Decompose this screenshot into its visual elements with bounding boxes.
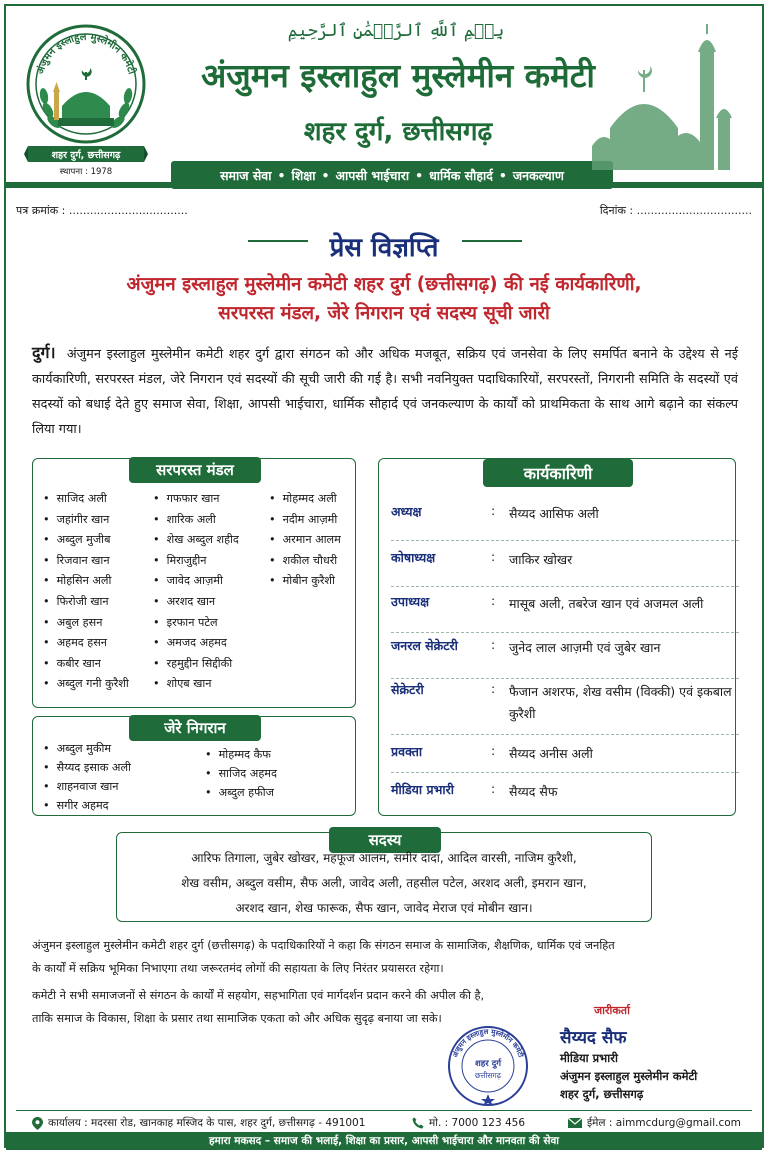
paragraph-line: ताकि समाज के विकास, शिक्षा के प्रसार तथा सामाजिक एकता को और अधिक सुदृढ़ बनाया जा सके। — [32, 1012, 442, 1025]
footer-address — [32, 1116, 365, 1130]
members-line: शेख वसीम, अब्दुल वसीम, सैफ अली, जावेद अली, तहसील पटेल, अरशद अली, इमरान खान, — [181, 876, 587, 890]
list-item: • मोहम्मद कैफ — [205, 745, 355, 764]
list-item: • अरमान आलम — [269, 530, 355, 551]
executive-row — [391, 781, 739, 807]
email-text[interactable]: ईमेल : aimmcdurg@gmail.com — [587, 1117, 741, 1129]
supervisors-column-2 — [205, 745, 355, 802]
executive-role: अध्यक्ष — [391, 504, 422, 519]
headline — [30, 270, 738, 328]
colon: : — [491, 743, 496, 758]
patrons-column-3 — [269, 489, 355, 592]
executive-name: सैय्यद अनीस अली — [509, 746, 593, 761]
intro-text: अंजुमन इस्लाहुल मुस्लेमीन कमेटी शहर दुर्ग द्वारा संगठन को और अधिक मजबूत, सक्रिय एवं जनसेवा के लिए समर्पित बनाने के उद्देश्य से नई कार्यकारिणी, सरपरस्त मंडल, जेरे निगरान एवं सदस्यों की सूची जारी की गई है। सभी नवनियुक्त पदाधिकारियों, सरपरस्तों, निगरानी समिति के सदस्यों एवं सदस्यों को बधाई देते हुए समाज सेवा, शिक्षा, आपसी भाईचारा, धार्मिक सौहार्द एवं जनकल्याण के कार्यों को प्राथमिकता के साथ आगे बढ़ाने का संकल्प लिया गया। — [32, 347, 738, 437]
bullet-icon: • — [321, 167, 330, 183]
supervisors-column-1 — [43, 739, 203, 815]
list-item: • गफफार खान — [153, 489, 271, 510]
issuer-name: सैय्यद सैफ — [560, 1028, 627, 1048]
title-ornament-right — [462, 240, 522, 242]
colon: : — [491, 637, 496, 652]
colon: : — [491, 781, 496, 796]
list-item: • अमजद अहमद — [153, 633, 271, 654]
footer-phone — [412, 1116, 525, 1130]
list-item: • रिजवान खान — [43, 551, 151, 572]
footer-email — [568, 1116, 741, 1130]
members-line: आरिफ तिगाला, जुबेर खोखर, महफूज आलम, समीर दादा, आदिल वारसी, नाजिम कुरैशी, — [191, 851, 577, 865]
svg-text:शहर दुर्ग, छत्तीसगढ़: शहर दुर्ग, छत्तीसगढ़ — [51, 150, 121, 161]
svg-text:शहर दुर्ग: शहर दुर्ग — [474, 1059, 502, 1069]
list-item: • इरफान पटेल — [153, 613, 271, 634]
executive-row — [391, 549, 739, 587]
svg-text:छत्तीसगढ़: छत्तीसगढ़ — [475, 1071, 501, 1080]
list-item: • साजिद अली — [43, 489, 151, 510]
list-item: • अब्दुल हफीज — [205, 783, 355, 802]
closing-paragraph-1 — [32, 934, 744, 980]
list-item: • अबुल हसन — [43, 613, 151, 634]
organization-seal — [444, 1024, 532, 1106]
supervisors-panel — [32, 716, 356, 816]
organization-emblem — [24, 18, 148, 176]
list-item: • अरशद खान — [153, 592, 271, 613]
members-line: अरशद खान, शेख फारूक, सैफ खान, जावेद मेराज एवं मोबीन खान। — [235, 901, 533, 915]
colon: : — [491, 593, 496, 608]
patrons-column-1 — [43, 489, 151, 695]
footer-divider — [16, 1110, 752, 1111]
list-item: • शारिक अली — [153, 510, 271, 531]
list-item: • मिराजुद्दीन — [153, 551, 271, 572]
issuer-role: मीडिया प्रभारी — [560, 1051, 618, 1065]
executive-row — [391, 743, 739, 773]
list-item: • जावेद आज़मी — [153, 571, 271, 592]
list-item: • सैय्यद इसाक अली — [43, 758, 203, 777]
executive-name: सैय्यद सैफ — [509, 784, 558, 799]
executive-name: मासूब अली, तबरेज खान एवं अजमल अली — [509, 596, 704, 611]
email-icon — [568, 1118, 582, 1128]
list-item: • शाहनवाज खान — [43, 777, 203, 796]
bullet-icon: • — [498, 167, 507, 183]
patrons-column-2 — [153, 489, 271, 695]
list-item: • अब्दुल मुकीम — [43, 739, 203, 758]
tagline-item: धार्मिक सौहार्द — [429, 167, 493, 183]
tagline-item: शिक्षा — [291, 167, 316, 183]
colon: : — [491, 681, 496, 696]
executive-role: कोषाध्यक्ष — [391, 550, 436, 565]
list-item: • फिरोजी खान — [43, 592, 151, 613]
executive-row — [391, 681, 739, 735]
executive-role: जनरल सेक्रेटरी — [391, 638, 458, 653]
executive-role: सेक्रेटरी — [391, 682, 424, 697]
patrons-title: सरपरस्त मंडल — [129, 457, 261, 483]
organization-city: शहर दुर्ग, छत्तीसगढ़ — [303, 117, 493, 147]
intro-paragraph — [32, 340, 738, 442]
list-item: • मोबीन कुरैशी — [269, 571, 355, 592]
executive-name: जाकिर खोखर — [509, 552, 573, 567]
list-item: • नदीम आज़मी — [269, 510, 355, 531]
list-item: • साजिद अहमद — [205, 764, 355, 783]
bullet-icon: • — [415, 167, 424, 183]
list-item: • शेख अब्दुल शहीद — [153, 530, 271, 551]
headline-line: सरपरस्त मंडल, जेरे निगरान एवं सदस्य सूची जारी — [218, 303, 550, 324]
issuer-city: शहर दुर्ग, छत्तीसगढ़ — [560, 1087, 644, 1101]
executive-panel — [378, 458, 736, 816]
issuer-label: जारीकर्ता — [594, 1004, 630, 1017]
svg-text:स्थापना : 1978: स्थापना : 1978 — [59, 167, 113, 176]
members-title: सदस्य — [329, 827, 441, 853]
bullet-icon: • — [277, 167, 286, 183]
motto-bar: हमारा मकसद – समाज की भलाई, शिक्षा का प्रसार, आपसी भाईचारा और मानवता की सेवा — [6, 1132, 762, 1150]
list-item: • अहमद हसन — [43, 633, 151, 654]
list-item: • रहमुद्दीन सिद्दीकी — [153, 654, 271, 675]
executive-name: सैय्यद आसिफ अली — [509, 506, 599, 521]
list-item: • शकील चौधरी — [269, 551, 355, 572]
paragraph-line: के कार्यों में सक्रिय भूमिका निभाएगा तथा जरूरतमंद लोगों की सहायता के लिए निरंतर प्रयासरत रहेगा। — [32, 962, 444, 975]
issuer-organization: अंजुमन इस्लाहुल मुस्लेमीन कमेटी — [560, 1069, 698, 1083]
letterhead — [6, 6, 762, 186]
organization-name: अंजुमन इस्लाहुल मुस्लेमीन कमेटी — [201, 56, 595, 95]
date-field: दिनांक : ................................. — [599, 204, 752, 217]
list-item: • जहांगीर खान — [43, 510, 151, 531]
mosque-illustration-icon — [592, 20, 742, 180]
executive-row — [391, 593, 739, 633]
svg-text:अंजुमन इस्लाहुल मुस्लेमीन कमेट: अंजुमन इस्लाहुल मुस्लेमीन कमेटी — [451, 1027, 525, 1059]
tagline-item: आपसी भाईचारा — [335, 167, 410, 183]
list-item: • मोहसिन अली — [43, 571, 151, 592]
address-text: कार्यालय : मदरसा रोड, खानकाह मस्जिद के पास, शहर दुर्ग, छत्तीसगढ़ - 491001 — [48, 1117, 366, 1129]
dateline: दुर्ग। — [32, 343, 56, 362]
members-list — [130, 846, 638, 921]
supervisors-title: जेरे निगरान — [129, 715, 261, 741]
list-item: • शोएब खान — [153, 674, 271, 695]
executive-row — [391, 503, 739, 541]
executive-name: जुनेद लाल आज़मी एवं जुबेर खान — [509, 640, 661, 655]
executive-title: कार्यकारिणी — [483, 459, 633, 487]
letter-number-field: पत्र क्रमांक : .................................. — [16, 204, 188, 217]
executive-name: फैजान अशरफ, शेख वसीम (विक्की) एवं इकबाल कुरैशी — [509, 684, 732, 721]
tagline-item: समाज सेवा — [220, 167, 272, 183]
colon: : — [491, 549, 496, 564]
executive-role: प्रवक्ता — [391, 744, 423, 759]
headline-line: अंजुमन इस्लाहुल मुस्लेमीन कमेटी शहर दुर्ग (छत्तीसगढ़) की नई कार्यकारिणी, — [126, 274, 642, 295]
phone-icon — [412, 1117, 424, 1129]
list-item: • मोहम्मद अली — [269, 489, 355, 510]
bismillah-calligraphy: بِسۡمِ ٱللَّهِ ٱلرَّحۡمَٰنِ ٱلرَّحِيمِ — [287, 21, 505, 41]
svg-text:अंजुमन इस्लाहुल मुस्लेमीन कमेट: अंजुमन इस्लाहुल मुस्लेमीन कमेटी — [35, 31, 137, 76]
colon: : — [491, 503, 496, 518]
list-item: • कबीर खान — [43, 654, 151, 675]
paragraph-line: अंजुमन इस्लाहुल मुस्लेमीन कमेटी शहर दुर्ग (छत्तीसगढ़) के पदाधिकारियों ने कहा कि संगठन समाज के सामाजिक, शैक्षणिक, धार्मिक एवं जनहित — [32, 939, 615, 952]
location-pin-icon — [32, 1117, 43, 1130]
list-item: • सगीर अहमद — [43, 796, 203, 815]
press-release-title: प्रेस विज्ञप्ति — [329, 233, 439, 263]
list-item: • अब्दुल मुजीब — [43, 530, 151, 551]
tagline-item: जनकल्याण — [512, 167, 564, 183]
patrons-panel — [32, 458, 356, 708]
header-divider — [6, 182, 762, 188]
phone-text: मो. : 7000 123 456 — [429, 1117, 526, 1129]
executive-role: उपाध्यक्ष — [391, 594, 430, 609]
executive-row — [391, 637, 739, 679]
executive-role: मीडिया प्रभारी — [391, 782, 454, 797]
paragraph-line: कमेटी ने सभी समाजजनों से संगठन के कार्यों में सहयोग, सहभागिता एवं मार्गदर्शन प्रदान करने की अपील की है, — [32, 989, 485, 1002]
list-item: • अब्दुल गनी कुरैशी — [43, 674, 151, 695]
